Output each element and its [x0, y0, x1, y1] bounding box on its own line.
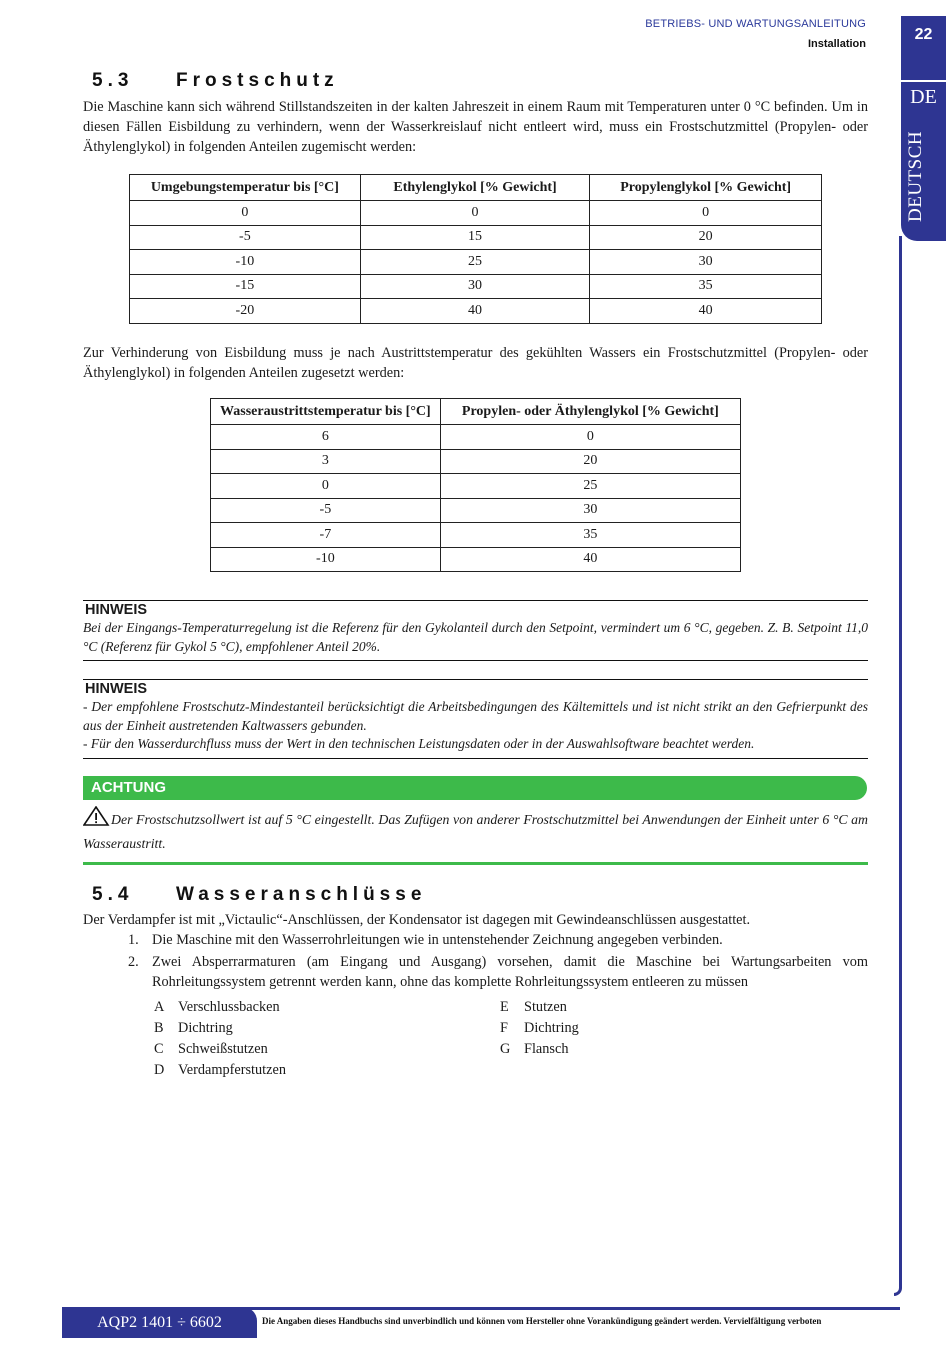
- table-cell: -5: [211, 498, 441, 523]
- table-cell: 30: [590, 250, 822, 275]
- table-cell: 0: [590, 201, 822, 226]
- page-frame-bottom: [230, 1307, 900, 1310]
- table-cell: 6: [211, 425, 441, 450]
- legend-item: G Flansch: [500, 1041, 569, 1057]
- table-cell: 35: [440, 523, 740, 548]
- section-number: 5.3: [92, 70, 134, 91]
- table-row: [130, 201, 822, 226]
- section-title: Frostschutz: [176, 70, 339, 91]
- parts-legend-right: [500, 997, 579, 1060]
- table-cell: 40: [440, 547, 740, 572]
- frostschutz-intro: Die Maschine kann sich während Stillstandszeiten in der kalten Jahreszeit in einem Raum mit Temperaturen unter 0 °C befinden. Um in diesen Fällen Eisbildung zu verhindern, wenn der Wasserkreislauf nicht entleert wird, muss ein Frostschutzmittel (Propylen- oder Äthylenglykol) in folgenden Anteilen zugemischt werden:: [83, 99, 868, 155]
- warning-heading: ACHTUNG: [83, 776, 867, 800]
- note-text: Bei der Eingangs-Temperaturregelung ist die Referenz für den Gykolanteil durch den Setpoint, vermindert um 6 °C, gegeben. Z. B. Setpoint 11,0 °C (Referenz für Gykol 5 °C), empfohlener Anteil 20%.: [83, 620, 868, 654]
- table-row: [211, 425, 741, 450]
- language-code: DE: [901, 80, 946, 109]
- table-row: [130, 225, 822, 250]
- table-cell: 25: [360, 250, 590, 275]
- table-row: [130, 274, 822, 299]
- table-cell: 35: [590, 274, 822, 299]
- document-title: BETRIEBS- UND WARTUNGSANLEITUNG: [645, 18, 866, 30]
- table-header-cell: Ethylenglykol [% Gewicht]: [360, 175, 590, 201]
- note-heading: HINWEIS: [85, 681, 148, 697]
- table-row: [130, 250, 822, 275]
- table-row: [211, 547, 741, 572]
- table-header-cell: Propylenglykol [% Gewicht]: [590, 175, 822, 201]
- table-cell: 20: [590, 225, 822, 250]
- footer-model-badge: AQP2 1401 ÷ 6602: [62, 1307, 257, 1338]
- list-item: 1. Die Maschine mit den Wasserrohrleitungen wie in untenstehender Zeichnung angegeben verbinden.: [128, 932, 723, 948]
- table-cell: 0: [211, 474, 441, 499]
- warning-text: Der Frostschutzsollwert ist auf 5 °C eingestellt. Das Zufügen von anderer Frostschutzmittel bei Anwendungen der Einheit unter 6 °C am Wasseraustritt.: [83, 812, 868, 851]
- table-header-cell: Wasseraustrittstemperatur bis [°C]: [211, 399, 441, 425]
- table-cell: 0: [440, 425, 740, 450]
- note-heading: HINWEIS: [85, 602, 148, 618]
- table-row: [211, 523, 741, 548]
- note-box-setpoint: [83, 600, 868, 661]
- outlet-temperature-glycol-table: [210, 398, 741, 572]
- table-cell: -15: [130, 274, 361, 299]
- installation-steps: [128, 930, 868, 994]
- language-tab: [901, 16, 946, 241]
- section-number: 5.4: [92, 884, 134, 905]
- table-cell: 30: [360, 274, 590, 299]
- table-cell: -10: [130, 250, 361, 275]
- table-cell: 25: [440, 474, 740, 499]
- legend-item: B Dichtring: [154, 1020, 233, 1036]
- table-row: [130, 299, 822, 324]
- table-header-cell: Propylen- oder Äthylenglykol [% Gewicht]: [440, 399, 740, 425]
- warning-box: [83, 806, 868, 856]
- warning-divider: [83, 862, 868, 865]
- warning-triangle-icon: [83, 806, 111, 826]
- section-heading-wasseranschluesse: [92, 884, 426, 906]
- table-row: [211, 449, 741, 474]
- table-header-cell: Umgebungstemperatur bis [°C]: [130, 175, 361, 201]
- legend-item: C Schweißstutzen: [154, 1041, 268, 1057]
- table-cell: 0: [130, 201, 361, 226]
- note-text-line-1: - Der empfohlene Frostschutz-Mindestanteil berücksichtigt die Arbeitsbedingungen des Kältemittels und ist nicht strikt an den Gefrierpunkt des aus der Einheit austretenden Kaltwassers gebunden.: [83, 699, 868, 733]
- ambient-temperature-glycol-table: [129, 174, 822, 324]
- table-cell: -20: [130, 299, 361, 324]
- section-heading-frostschutz: [92, 70, 339, 92]
- footer-disclaimer: Die Angaben dieses Handbuchs sind unverbindlich und können vom Hersteller ohne Vorankündigung geändert werden. Vervielfältigung verboten: [262, 1316, 822, 1326]
- table-cell: -5: [130, 225, 361, 250]
- legend-item: E Stutzen: [500, 999, 567, 1015]
- note-text-line-2: - Für den Wasserdurchfluss muss der Wert in den technischen Leistungsdaten oder in der Auswahlsoftware beachtet werden.: [83, 736, 755, 751]
- table-cell: -7: [211, 523, 441, 548]
- table-cell: 40: [590, 299, 822, 324]
- table-cell: 0: [360, 201, 590, 226]
- table-cell: 3: [211, 449, 441, 474]
- table-cell: 20: [440, 449, 740, 474]
- page-frame-right: [894, 236, 902, 1296]
- table-cell: 30: [440, 498, 740, 523]
- table-cell: 40: [360, 299, 590, 324]
- legend-item: D Verdampferstutzen: [154, 1062, 286, 1078]
- table-cell: -10: [211, 547, 441, 572]
- language-name: DEUTSCH: [905, 130, 926, 222]
- table-cell: 15: [360, 225, 590, 250]
- outlet-temperature-intro: Zur Verhinderung von Eisbildung muss je nach Austrittstemperatur des gekühlten Wassers ein Frostschutzmittel (Propylen- oder Äthylenglykol) in folgenden Anteilen zugesetzt werden:: [83, 345, 868, 381]
- parts-legend-left: [154, 997, 286, 1081]
- note-box-minimum-content: [83, 679, 868, 759]
- page-number: 22: [914, 26, 933, 43]
- chapter-title: Installation: [807, 38, 866, 50]
- table-row: [211, 474, 741, 499]
- section-title: Wasseranschlüsse: [176, 884, 427, 905]
- table-row: [211, 498, 741, 523]
- legend-item: F Dichtring: [500, 1020, 579, 1036]
- list-item: 2. Zwei Absperrarmaturen (am Eingang und Ausgang) vorsehen, damit die Maschine bei Wartungsarbeiten vom Rohrleitungssystem getrennt werden kann, ohne das komplette Rohrleitungssystem entleeren zu müssen: [128, 954, 868, 990]
- legend-item: A Verschlussbacken: [154, 999, 280, 1015]
- wasseranschluesse-intro: Der Verdampfer ist mit „Victaulic“-Anschlüssen, der Kondensator ist dagegen mit Gewindeanschlüssen ausgestattet.: [83, 912, 751, 928]
